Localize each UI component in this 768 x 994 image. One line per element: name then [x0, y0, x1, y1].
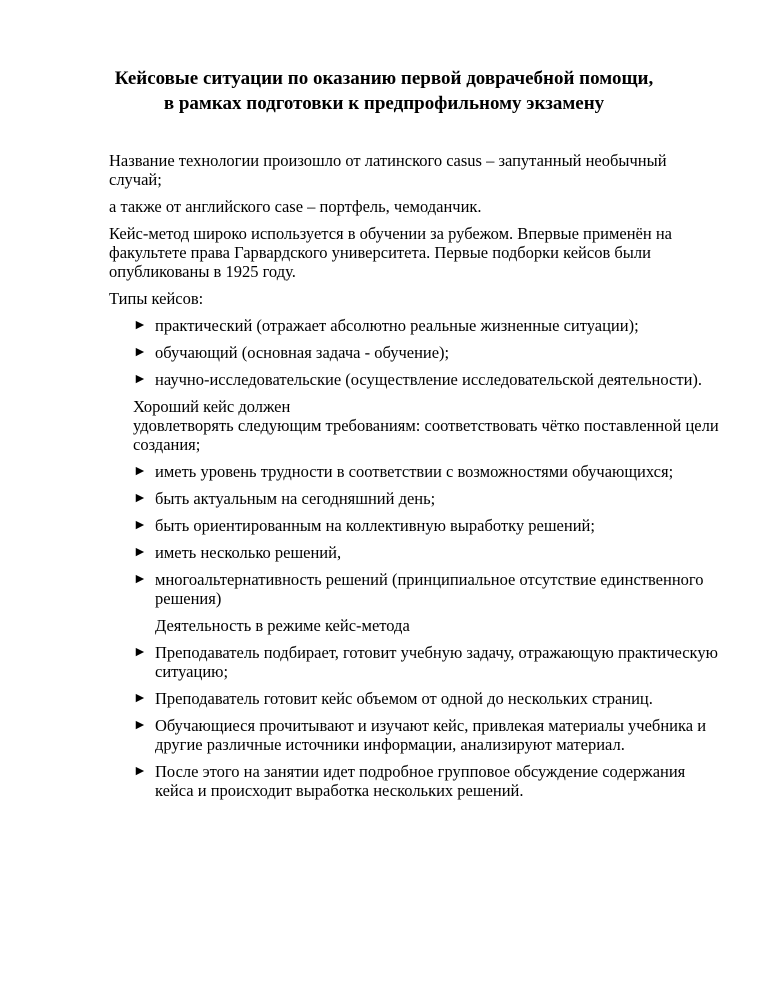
list-item: [109, 570, 719, 608]
bullet-arrow-icon: ►: [133, 718, 147, 733]
bullet-arrow-icon: ►: [133, 491, 147, 506]
list-item-text: практический (отражает абсолютно реальные жизненные ситуации);: [155, 316, 639, 335]
bullet-arrow-icon: ►: [133, 764, 147, 779]
case-types-list: [109, 316, 719, 389]
title-line-1: Кейсовые ситуации по оказанию первой доврачебной помощи,: [114, 68, 654, 89]
activity-heading: Деятельность в режиме кейс-метода: [155, 616, 410, 635]
bullet-arrow-icon: ►: [133, 372, 147, 387]
document-title: [60, 66, 708, 116]
good-case-heading: Хороший кейс должен: [133, 397, 291, 416]
good-case-block: [109, 397, 719, 416]
bullet-arrow-icon: ►: [133, 518, 147, 533]
good-case-intro: удовлетворять следующим требованиям: соответствовать чётко поставленной цели создания;: [133, 416, 719, 454]
list-item: [109, 543, 719, 562]
list-item: [109, 462, 719, 481]
activities-list: [109, 643, 719, 800]
list-item: [109, 689, 719, 708]
requirements-list: [109, 462, 719, 608]
list-item-text: иметь уровень трудности в соответствии с возможностями обучающихся;: [155, 462, 674, 481]
intro-paragraph-origin-english: а также от английского case – портфель, чемоданчик.: [109, 197, 482, 216]
list-item: [109, 489, 719, 508]
bullet-arrow-icon: ►: [133, 464, 147, 479]
list-item: [109, 343, 719, 362]
bullet-arrow-icon: ►: [133, 572, 147, 587]
list-item: [109, 370, 719, 389]
title-line-2: в рамках подготовки к предпрофильному экзамену: [163, 93, 605, 114]
list-item-text: научно-исследовательские (осуществление исследовательской деятельности).: [155, 370, 703, 389]
intro-paragraph-history: Кейс-метод широко используется в обучении за рубежом. Впервые применён на факультете права Гарвардского университета. Первые подборки кейсов были опубликованы в 1925 году.: [109, 224, 672, 281]
bullet-arrow-icon: ►: [133, 645, 147, 660]
list-item-text: После этого на занятии идет подробное групповое обсуждение содержания кейса и происходит выработка нескольких решений.: [155, 762, 686, 800]
list-item-text: обучающий (основная задача - обучение);: [155, 343, 450, 362]
list-item-text: Преподаватель подбирает, готовит учебную задачу, отражающую практическую ситуацию;: [155, 643, 718, 681]
bullet-arrow-icon: ►: [133, 691, 147, 706]
document-body: [109, 151, 719, 808]
bullet-arrow-icon: ►: [133, 545, 147, 560]
bullet-arrow-icon: ►: [133, 318, 147, 333]
list-item-text: быть ориентированным на коллективную выработку решений;: [155, 516, 595, 535]
list-item-text: многоальтернативность решений (принципиальное отсутствие единственного решения): [155, 570, 704, 608]
intro-paragraph-origin-latin: Название технологии произошло от латинского casus – запутанный необычный случай;: [109, 151, 667, 189]
list-item-text: иметь несколько решений,: [155, 543, 342, 562]
list-item: [109, 643, 719, 681]
list-item: [109, 716, 719, 754]
list-item-text: быть актуальным на сегодняшний день;: [155, 489, 436, 508]
list-item: [109, 516, 719, 535]
list-item-text: Обучающиеся прочитывают и изучают кейс, привлекая материалы учебника и другие различные источники информации, анализируют материал.: [155, 716, 707, 754]
case-types-heading: Типы кейсов:: [109, 289, 204, 308]
list-item: [109, 316, 719, 335]
bullet-arrow-icon: ►: [133, 345, 147, 360]
list-item: [109, 762, 719, 800]
list-item-text: Преподаватель готовит кейс объемом от одной до нескольких страниц.: [155, 689, 653, 708]
